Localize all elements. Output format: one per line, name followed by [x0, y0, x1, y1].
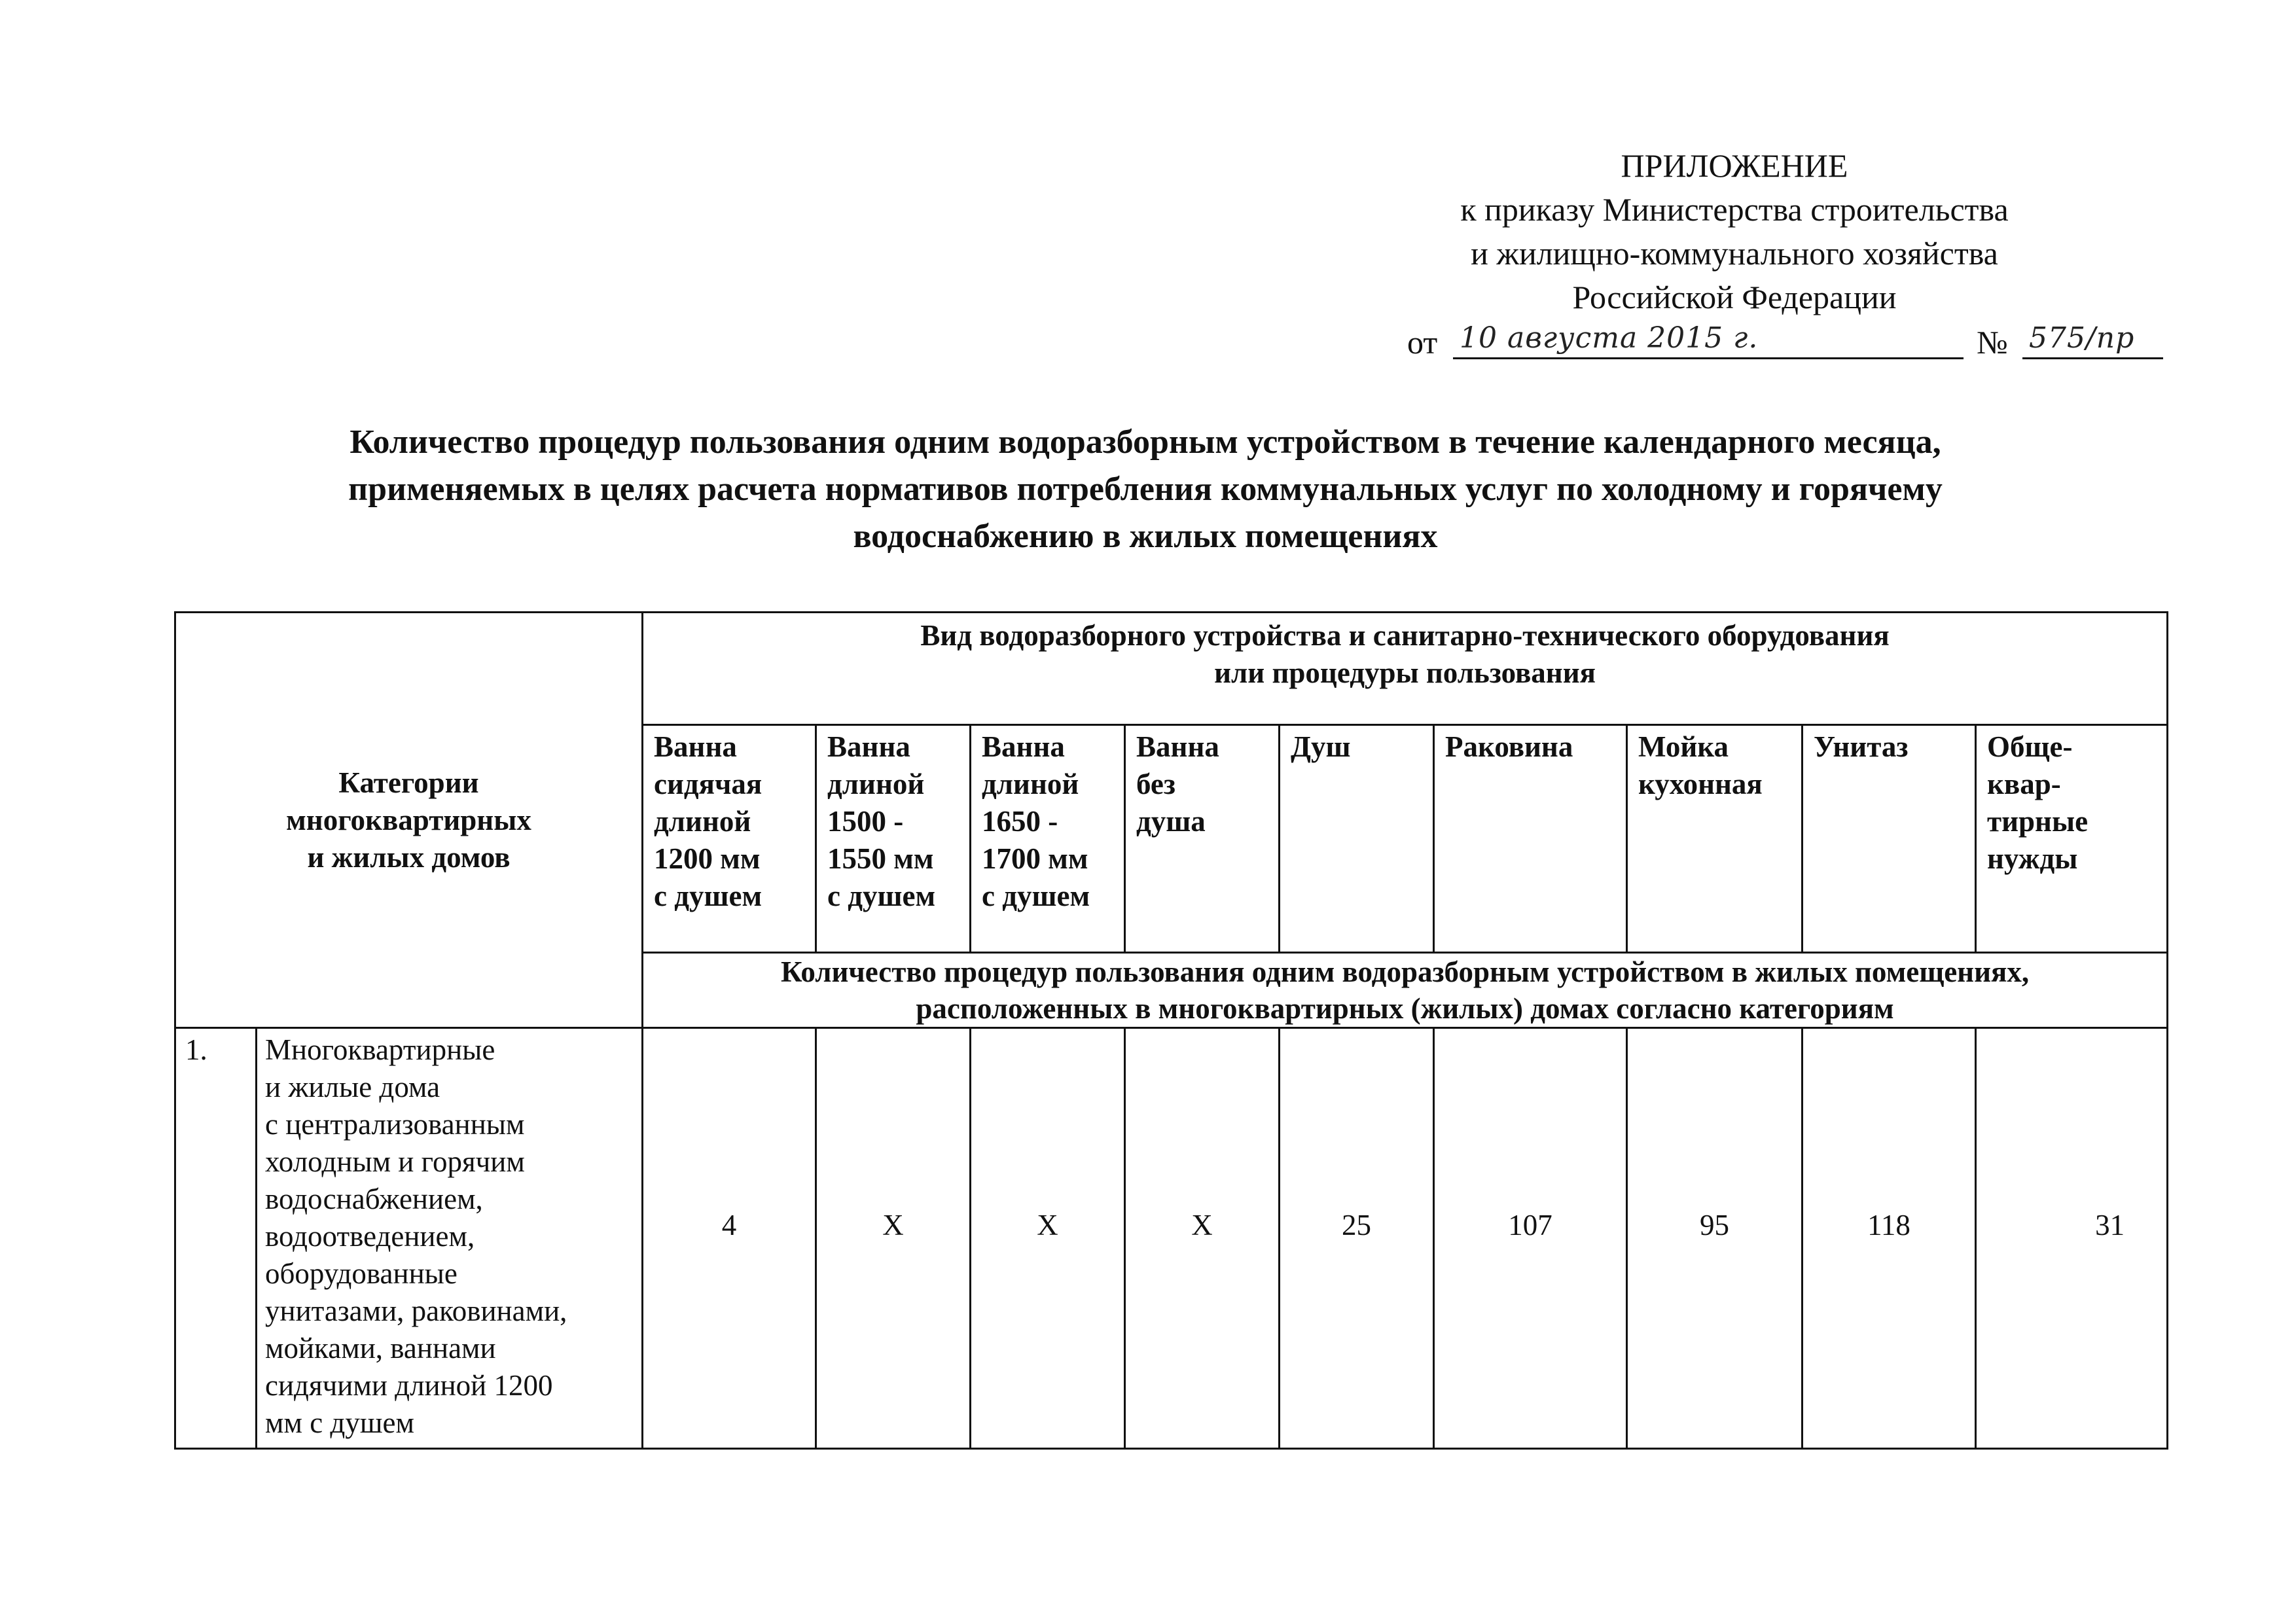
- value-bath-1650: X: [971, 1028, 1125, 1449]
- handwritten-number: 575/пр: [2029, 321, 2135, 355]
- column-header-line: Душ: [1291, 730, 1351, 763]
- column-header-line: Ванна: [1136, 730, 1219, 763]
- number-underline: [2022, 357, 2163, 359]
- column-header-bath-1500: [816, 725, 971, 953]
- column-header-kitchen-sink: [1627, 725, 1803, 953]
- column-header-line: Ванна: [827, 730, 910, 763]
- column-header-line: с душем: [654, 880, 762, 912]
- title-line-3: водоснабжению в жилых помещениях: [853, 518, 1438, 555]
- value-sitz-bath: 4: [643, 1028, 816, 1449]
- handwritten-date: 10 августа 2015 г.: [1460, 321, 1759, 355]
- appendix-label: ПРИЛОЖЕНИЕ: [1621, 147, 1848, 184]
- column-header-line: длиной: [654, 805, 751, 838]
- value-common-needs: 31: [1976, 1028, 2168, 1449]
- table-row: [175, 1028, 2168, 1449]
- row-number: 1.: [175, 1028, 257, 1449]
- equipment-type-header: [643, 613, 2168, 725]
- column-header-line: Ванна: [982, 730, 1065, 763]
- date-underline: [1453, 357, 1964, 359]
- title-line-2: применяемых в целях расчета нормативов потребления коммунальных услуг по холодному и горячему: [348, 471, 1943, 508]
- value-toilet: 118: [1803, 1028, 1976, 1449]
- column-header-line: с душем: [982, 880, 1090, 912]
- description-line: мм с душем: [265, 1406, 414, 1439]
- column-header-line: сидячая: [654, 768, 762, 800]
- column-header-line: Обще-: [1987, 730, 2073, 763]
- header-row-group: [175, 613, 2168, 725]
- value-bath-no-shower: X: [1125, 1028, 1280, 1449]
- value-shower: 25: [1280, 1028, 1434, 1449]
- appendix-ministry: и жилищно-коммунального хозяйства: [1471, 235, 1998, 272]
- description-line: Многоквартирные: [265, 1033, 495, 1066]
- description-line: оборудованные: [265, 1257, 457, 1290]
- date-prefix: от: [1407, 324, 1438, 361]
- description-line: водоснабжением,: [265, 1183, 483, 1215]
- column-header-line: 1650 -: [982, 805, 1058, 838]
- column-header-common-needs: [1976, 725, 2168, 953]
- column-header-line: Унитаз: [1814, 730, 1909, 763]
- sub-header-line: Количество процедур пользования одним водоразборным устройством в жилых помещениях,: [780, 955, 2030, 988]
- category-header-line: и жилых домов: [307, 840, 511, 874]
- group-header-line: или процедуры пользования: [1214, 656, 1596, 689]
- column-header-line: Раковина: [1445, 730, 1573, 763]
- description-line: сидячими длиной 1200: [265, 1369, 553, 1402]
- column-header-line: квар-: [1987, 768, 2061, 800]
- column-header-line: 1500 -: [827, 805, 904, 838]
- column-header-line: Ванна: [654, 730, 737, 763]
- appendix-header: [1374, 144, 2094, 319]
- title-line-1: Количество процедур пользования одним водоразборным устройством в течение календарного месяца,: [350, 423, 1941, 461]
- description-line: с централизованным: [265, 1108, 525, 1141]
- row-category-description: [257, 1028, 643, 1449]
- group-header-line: Вид водоразборного устройства и санитарно-технического оборудования: [920, 619, 1890, 652]
- value-bath-1500: X: [816, 1028, 971, 1449]
- number-prefix: №: [1977, 324, 2008, 361]
- description-line: холодным и горячим: [265, 1145, 525, 1178]
- column-header-toilet: [1803, 725, 1976, 953]
- column-header-line: длиной: [827, 768, 925, 800]
- procedures-table: [174, 611, 2168, 1450]
- document-title: [196, 419, 2094, 560]
- category-header-line: Категории: [338, 766, 479, 799]
- column-header-line: нужды: [1987, 842, 2078, 875]
- description-line: мойками, ваннами: [265, 1332, 496, 1364]
- order-date-number: [1407, 319, 2135, 365]
- column-header-sitz-bath: [643, 725, 816, 953]
- sub-header-line: расположенных в многоквартирных (жилых) домах согласно категориям: [916, 992, 1894, 1025]
- column-header-line: душа: [1136, 805, 1206, 838]
- column-header-line: длиной: [982, 768, 1079, 800]
- column-header-line: Мойка: [1638, 730, 1729, 763]
- column-header-line: тирные: [1987, 805, 2089, 838]
- column-header-line: без: [1136, 768, 1175, 800]
- column-header-line: с душем: [827, 880, 936, 912]
- column-header-line: 1200 мм: [654, 842, 761, 875]
- description-line: унитазами, раковинами,: [265, 1294, 567, 1327]
- description-line: и жилые дома: [265, 1071, 440, 1103]
- category-header-line: многоквартирных: [286, 803, 531, 836]
- appendix-order-ref: к приказу Министерства строительства: [1460, 191, 2009, 228]
- column-header-line: 1550 мм: [827, 842, 934, 875]
- value-kitchen-sink: 95: [1627, 1028, 1803, 1449]
- column-header-line: 1700 мм: [982, 842, 1088, 875]
- column-header-sink: [1434, 725, 1627, 953]
- value-sink: 107: [1434, 1028, 1627, 1449]
- column-header-line: кухонная: [1638, 768, 1763, 800]
- column-header-bath-1650: [971, 725, 1125, 953]
- column-header-bath-no-shower: [1125, 725, 1280, 953]
- category-header: [175, 613, 643, 1028]
- column-header-shower: [1280, 725, 1434, 953]
- procedures-count-header: [643, 953, 2168, 1028]
- appendix-country: Российской Федерации: [1572, 279, 1897, 315]
- description-line: водоотведением,: [265, 1220, 475, 1253]
